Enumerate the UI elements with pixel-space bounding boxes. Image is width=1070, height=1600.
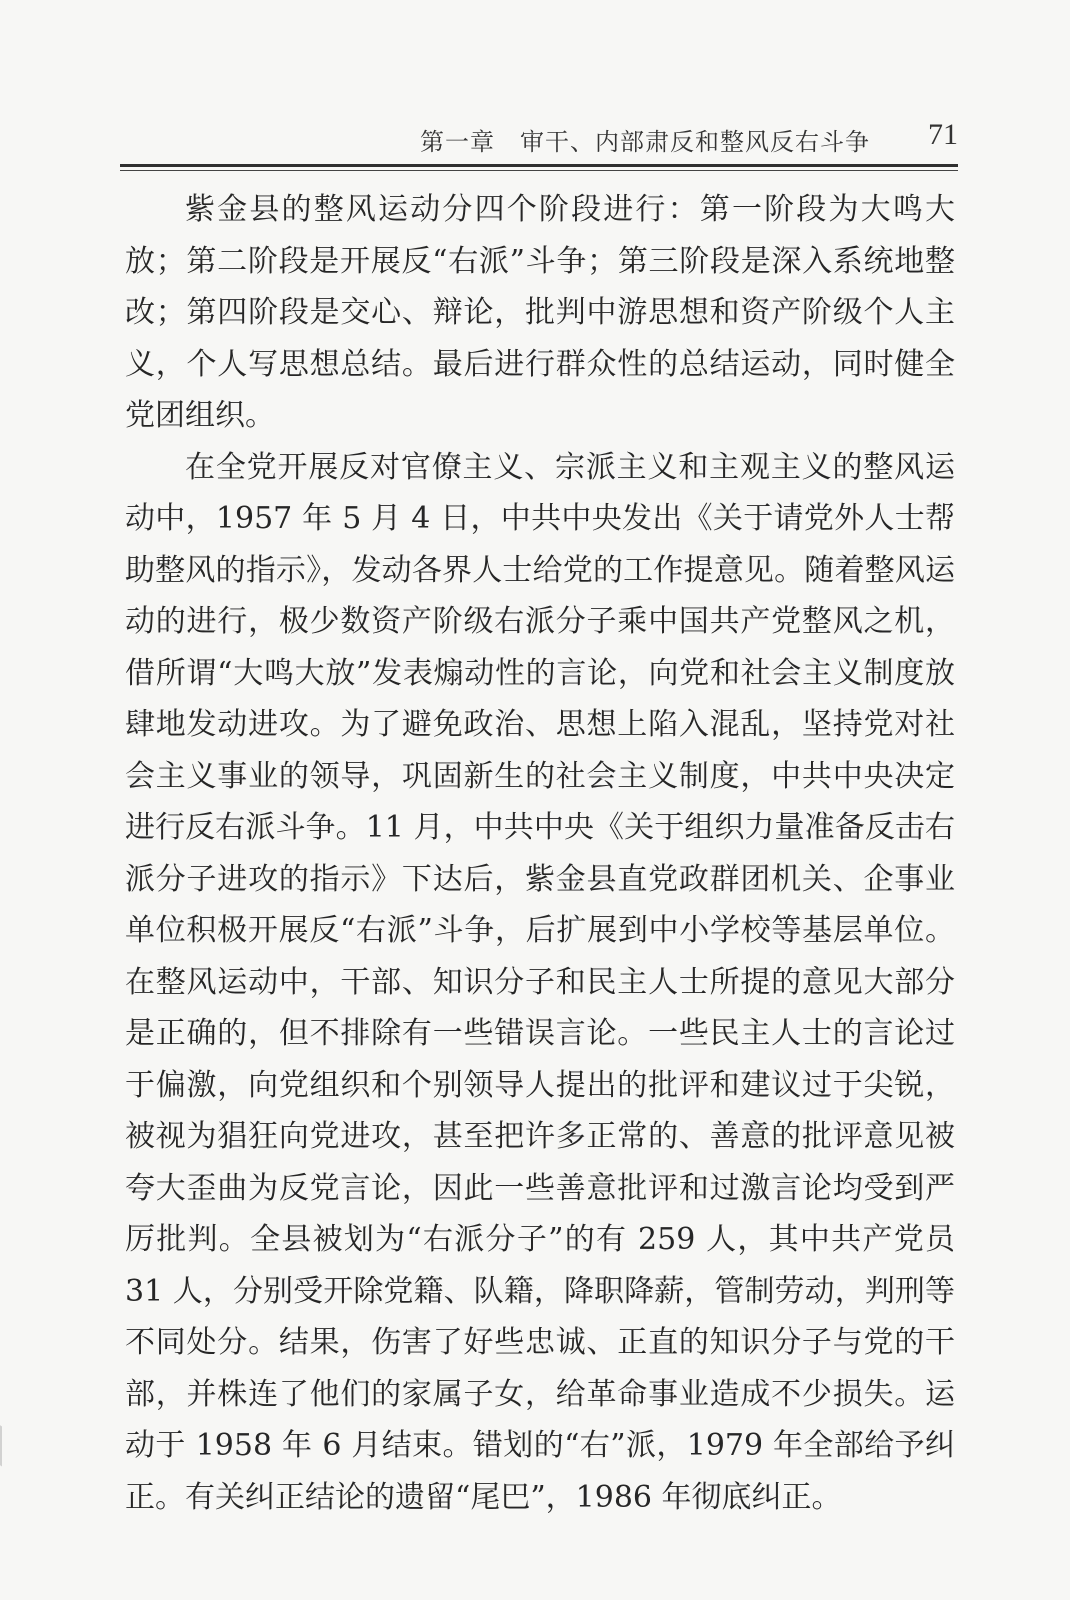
running-header [120,118,958,158]
page-number: 71 [928,118,958,151]
header-rule-thick [120,164,958,167]
header-rule-thin [120,170,958,171]
paragraph: 紫金县的整风运动分四个阶段进行：第一阶段为大鸣大放；第二阶段是开展反“右派”斗争；第三阶段是深入系统地整改；第四阶段是交心、辩论，批判中游思想和资产阶级个人主义，个人写思想总结。最后进行群众性的总结运动，同时健全党团组织。 [125,192,955,433]
body-text [125,184,955,1523]
chapter-title: 第一章 审干、内部肃反和整风反右斗争 [420,128,870,156]
scan-edge-mark [0,1425,14,1475]
paragraph: 在全党开展反对官僚主义、宗派主义和主观主义的整风运动中，1957 年 5 月 4 日，中共中央发出《关于请党外人士帮助整风的指示》，发动各界人士给党的工作提意见。随着整风运动的进行，极少数资产阶级右派分子乘中国共产党整风之机，借所谓“大鸣大放”发表煽动性的言论，向党和社会主义制度放肆地发动进攻。为了避免政治、思想上陷入混乱，坚持党对社会主义事业的领导，巩固新生的社会主义制度，中共中央决定进行反右派斗争。11 月，中共中央《关于组织力量准备反击右派分子进攻的指示》下达后，紫金县直党政群团机关、企事业单位积极开展反“右派”斗争，后扩展到中小学校等基层单位。在整风运动中，干部、知识分子和民主人士所提的意见大部分是正确的，但不排除有一些错误言论。一些民主人士的言论过于偏激，向党组织和个别领导人提出的批评和建议过于尖锐，被视为猖狂向党进攻，甚至把许多正常的、善意的批评意见被夸大歪曲为反党言论，因此一些善意批评和过激言论均受到严厉批判。全县被划为“右派分子”的有 259 人，其中共产党员 31 人，分别受开除党籍、队籍，降职降薪，管制劳动，判刑等不同处分。结果，伤害了好些忠诚、正直的知识分子与党的干部，并株连了他们的家属子女，给革命事业造成不少损失。运动于 1958 年 6 月结束。错划的“右”派，1979 年全部给予纠正。有关纠正结论的遗留“尾巴”，1986 年彻底纠正。 [125,449,955,1515]
